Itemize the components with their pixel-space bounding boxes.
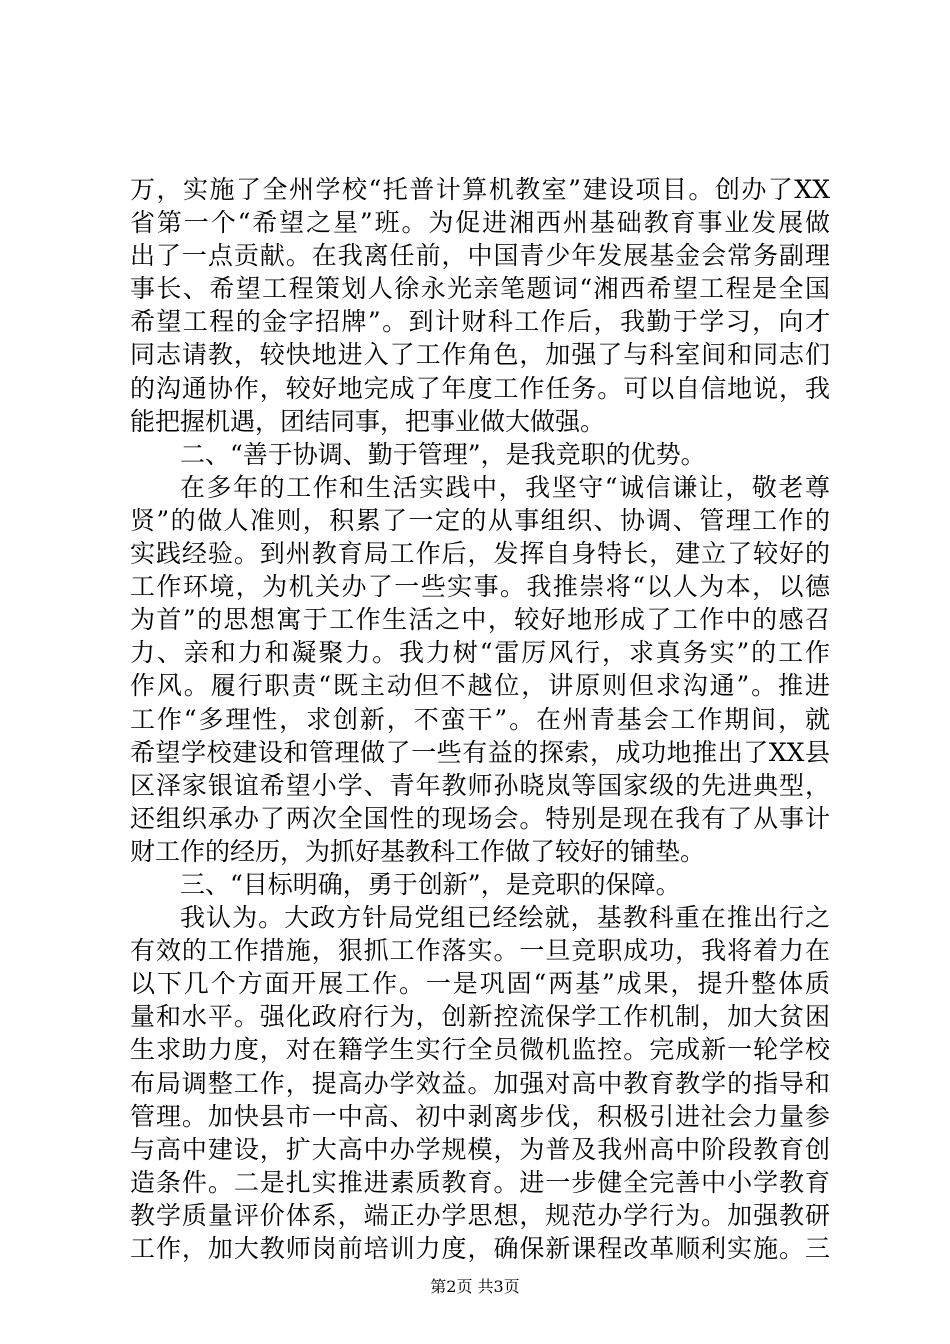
text-line: 与高中建设，扩大高中办学规模，为普及我州高中阶段教育创 (130, 1134, 830, 1164)
text-line: 有效的工作措施，狠抓工作落实。一旦竞职成功，我将着力在 (130, 936, 830, 966)
text-line: 生求助力度，对在籍学生实行全员微机监控。完成新一轮学校 (130, 1035, 830, 1065)
text-line: 工作“多理性，求创新，不蛮干”。在州青基会工作期间，就 (130, 704, 830, 734)
text-line: 我认为。大政方针局党组已经绘就，基教科重在推出行之 (180, 903, 830, 933)
text-line: 省第一个“希望之星”班。为促进湘西州基础教育事业发展做 (130, 208, 830, 238)
text-line: 为首”的思想寓于工作生活之中，较好地形成了工作中的感召 (130, 605, 830, 635)
body-text (130, 173, 830, 1265)
text-line: 出了一点贡献。在我离任前，中国青少年发展基金会常务副理 (130, 241, 830, 271)
text-line: 力、亲和力和凝聚力。我力树“雷厉风行，求真务实”的工作 (130, 638, 830, 668)
text-line: 量和水平。强化政府行为，创新控流保学工作机制，加大贫困 (130, 1002, 830, 1032)
text-line: 以下几个方面开展工作。一是巩固“两基”成果，提升整体质 (130, 969, 830, 999)
text-line: 贤”的做人准则，积累了一定的从事组织、协调、管理工作的 (130, 505, 830, 535)
text-line: 的沟通协作，较好地完成了年度工作任务。可以自信地说，我 (130, 373, 830, 403)
text-line: 管理。加快县市一中高、初中剥离步伐，积极引进社会力量参 (130, 1101, 830, 1131)
page-footer: 第2页 共3页 (430, 1277, 520, 1296)
text-line: 希望学校建设和管理做了一些有益的探索，成功地推出了XX县 (130, 737, 830, 767)
text-line: 能把握机遇，团结同事，把事业做大做强。 (130, 406, 606, 436)
text-line: 事长、希望工程策划人徐永光亲笔题词“湘西希望工程是全国 (130, 274, 830, 304)
text-line: 在多年的工作和生活实践中，我坚守“诚信谦让，敬老尊 (180, 472, 830, 502)
text-line: 作风。履行职责“既主动但不越位，讲原则但求沟通”。推进 (130, 671, 830, 701)
text-line: 工作，加大教师岗前培训力度，确保新课程改革顺利实施。三 (130, 1234, 830, 1263)
text-line: 财工作的经历，为抓好基教科工作做了较好的铺垫。 (130, 836, 706, 866)
text-line: 还组织承办了两次全国性的现场会。特别是现在我有了从事计 (130, 803, 830, 833)
text-line: 教学质量评价体系，端正办学思想，规范办学行为。加强教研 (130, 1200, 830, 1230)
text-line: 希望工程的金字招牌”。到计财科工作后，我勤于学习，向才 (130, 307, 830, 337)
text-line: 实践经验。到州教育局工作后，发挥自身特长，建立了较好的 (130, 539, 830, 569)
text-line: 区泽家银谊希望小学、青年教师孙晓岚等国家级的先进典型， (130, 770, 830, 800)
text-line: 造条件。二是扎实推进素质教育。进一步健全完善中小学教育 (130, 1167, 830, 1197)
section-heading: 二、“善于协调、勤于管理”，是我竞职的优势。 (180, 439, 706, 469)
text-line: 工作环境，为机关办了一些实事。我推崇将“以人为本，以德 (130, 572, 830, 602)
section-heading: 三、“目标明确，勇于创新”，是竞职的保障。 (180, 869, 681, 899)
text-line: 同志请教，较快地进入了工作角色，加强了与科室间和同志们 (130, 340, 830, 370)
text-line: 布局调整工作，提高办学效益。加强对高中教育教学的指导和 (130, 1068, 830, 1098)
text-line: 万，实施了全州学校“托普计算机教室”建设项目。创办了XX (130, 175, 830, 204)
